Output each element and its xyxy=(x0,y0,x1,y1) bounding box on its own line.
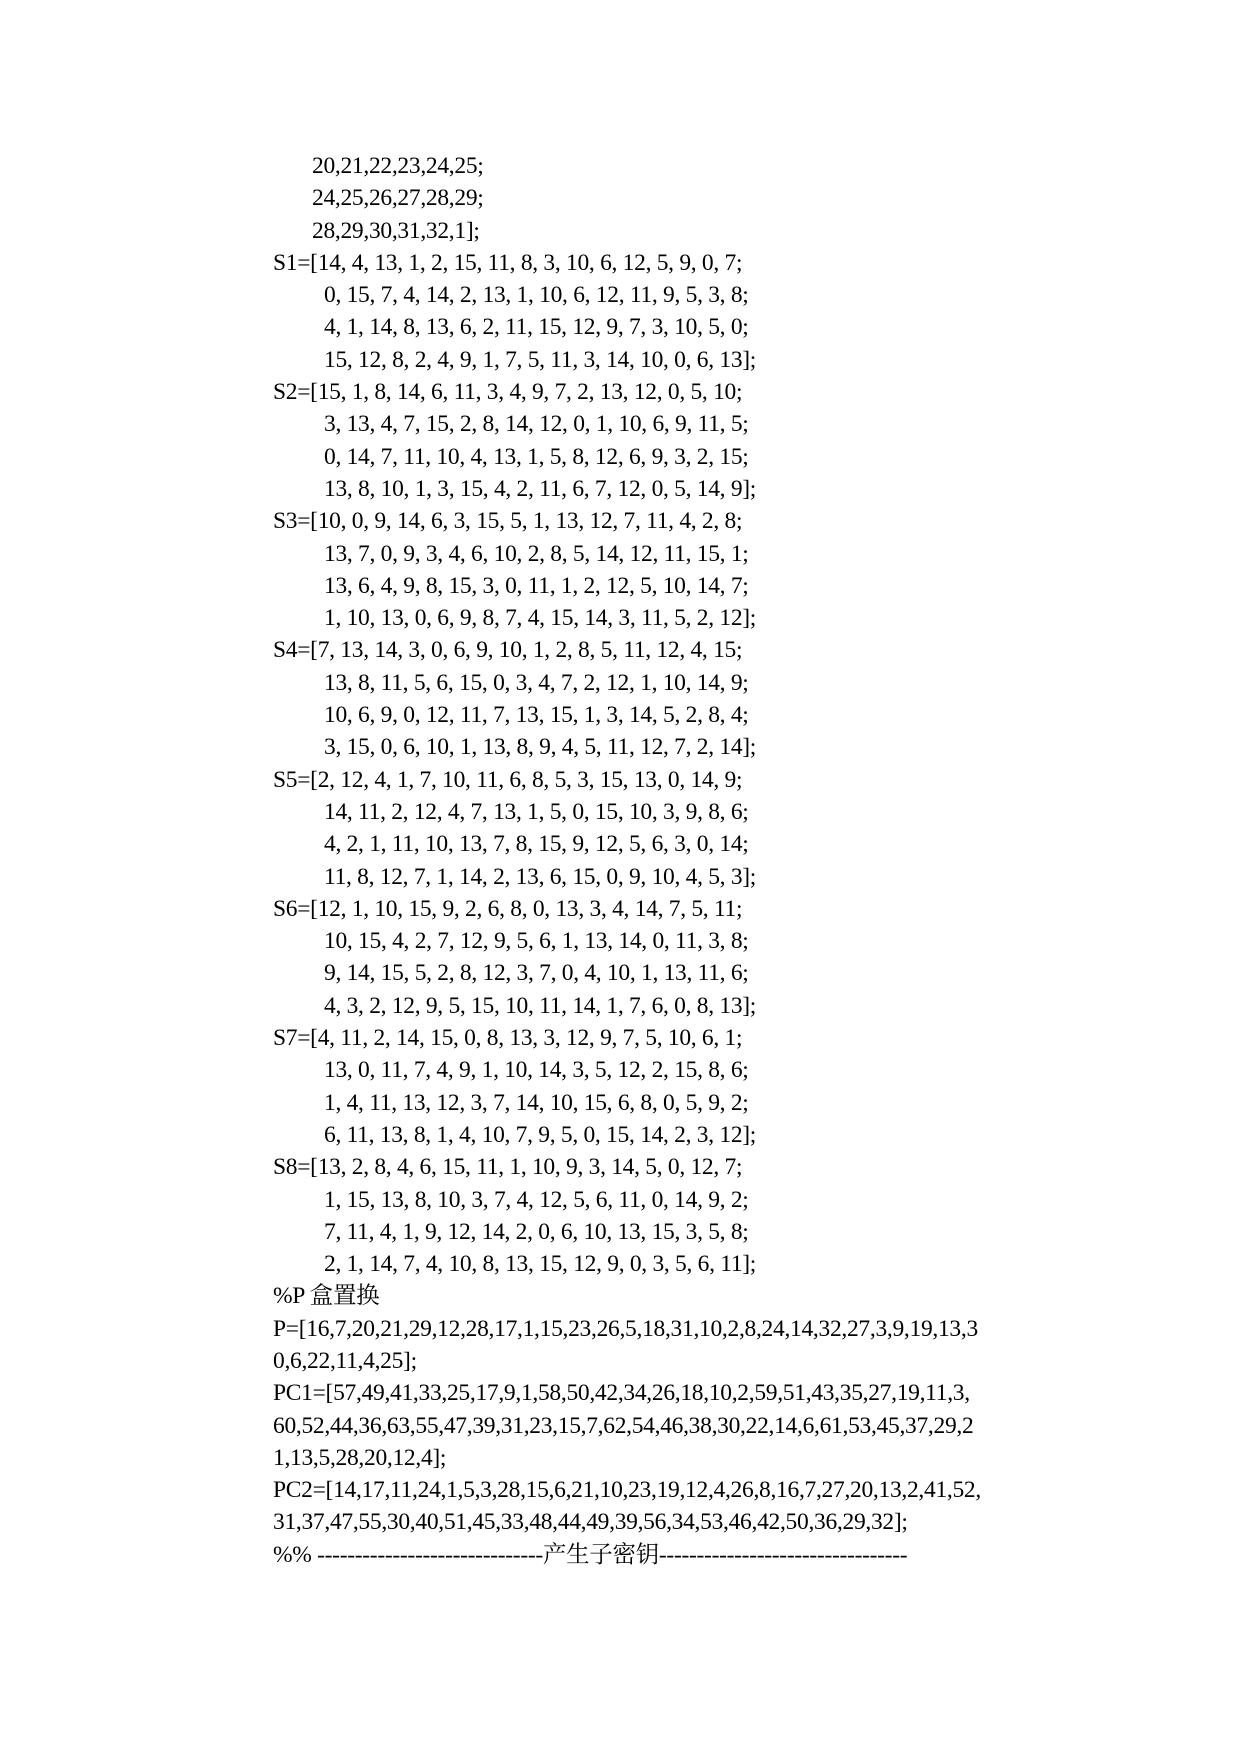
code-line: 60,52,44,36,63,55,47,39,31,23,15,7,62,54,46,38,30,22,14,6,61,53,45,37,29,2 xyxy=(273,1412,974,1439)
code-line: 4, 3, 2, 12, 9, 5, 15, 10, 11, 14, 1, 7, 6, 0, 8, 13]; xyxy=(324,992,757,1019)
code-line: 13, 8, 10, 1, 3, 15, 4, 2, 11, 6, 7, 12, 0, 5, 14, 9]; xyxy=(324,475,757,502)
code-line: 13, 8, 11, 5, 6, 15, 0, 3, 4, 7, 2, 12, 1, 10, 14, 9; xyxy=(324,669,749,696)
code-line: S3=[10, 0, 9, 14, 6, 3, 15, 5, 1, 13, 12, 7, 11, 4, 2, 8; xyxy=(273,508,743,535)
code-line: 31,37,47,55,30,40,51,45,33,48,44,49,39,56,34,53,46,42,50,36,29,32]; xyxy=(273,1509,908,1536)
code-line: 13, 0, 11, 7, 4, 9, 1, 10, 14, 3, 5, 12, 2, 15, 8, 6; xyxy=(324,1057,749,1084)
code-line: 3, 15, 0, 6, 10, 1, 13, 8, 9, 4, 5, 11, 12, 7, 2, 14]; xyxy=(324,734,757,761)
code-comment: %% ------------------------------产生子密钥--------------------------------- xyxy=(273,1541,908,1568)
code-line: 1, 10, 13, 0, 6, 9, 8, 7, 4, 15, 14, 3, 11, 5, 2, 12]; xyxy=(324,605,757,632)
code-line: S7=[4, 11, 2, 14, 15, 0, 8, 13, 3, 12, 9, 7, 5, 10, 6, 1; xyxy=(273,1025,743,1052)
code-line: S4=[7, 13, 14, 3, 0, 6, 9, 10, 1, 2, 8, 5, 11, 12, 4, 15; xyxy=(273,637,743,664)
code-line: 20,21,22,23,24,25; xyxy=(312,153,484,179)
code-line: 0, 14, 7, 11, 10, 4, 13, 1, 5, 8, 12, 6, 9, 3, 2, 15; xyxy=(324,443,749,470)
code-line: 10, 6, 9, 0, 12, 11, 7, 13, 15, 1, 3, 14, 5, 2, 8, 4; xyxy=(324,702,749,729)
code-line: PC2=[14,17,11,24,1,5,3,28,15,6,21,10,23,19,12,4,26,8,16,7,27,20,13,2,41,52, xyxy=(273,1477,981,1504)
code-line: 9, 14, 15, 5, 2, 8, 12, 3, 7, 0, 4, 10, 1, 13, 11, 6; xyxy=(324,960,749,987)
code-line: 13, 7, 0, 9, 3, 4, 6, 10, 2, 8, 5, 14, 12, 11, 15, 1; xyxy=(324,540,749,567)
code-line: 11, 8, 12, 7, 1, 14, 2, 13, 6, 15, 0, 9, 10, 4, 5, 3]; xyxy=(324,863,757,890)
code-line: 2, 1, 14, 7, 4, 10, 8, 13, 15, 12, 9, 0, 3, 5, 6, 11]; xyxy=(324,1251,757,1278)
code-line: S6=[12, 1, 10, 15, 9, 2, 6, 8, 0, 13, 3, 4, 14, 7, 5, 11; xyxy=(273,895,743,922)
code-line: 24,25,26,27,28,29; xyxy=(312,185,484,212)
code-line: P=[16,7,20,21,29,12,28,17,1,15,23,26,5,18,31,10,2,8,24,14,32,27,3,9,19,13,3 xyxy=(273,1315,978,1342)
code-line: S5=[2, 12, 4, 1, 7, 10, 11, 6, 8, 5, 3, 15, 13, 0, 14, 9; xyxy=(273,766,743,793)
code-comment: %P 盒置换 xyxy=(273,1283,380,1310)
code-line: 1, 15, 13, 8, 10, 3, 7, 4, 12, 5, 6, 11, 0, 14, 9, 2; xyxy=(324,1186,749,1213)
code-line: 0,6,22,11,4,25]; xyxy=(273,1347,417,1374)
code-line: 4, 2, 1, 11, 10, 13, 7, 8, 15, 9, 12, 5, 6, 3, 0, 14; xyxy=(324,831,749,858)
code-line: 4, 1, 14, 8, 13, 6, 2, 11, 15, 12, 9, 7, 3, 10, 5, 0; xyxy=(324,314,749,341)
code-line: PC1=[57,49,41,33,25,17,9,1,58,50,42,34,26,18,10,2,59,51,43,35,27,19,11,3, xyxy=(273,1380,970,1407)
code-line: 3, 13, 4, 7, 15, 2, 8, 14, 12, 0, 1, 10, 6, 9, 11, 5; xyxy=(324,411,749,438)
code-listing xyxy=(0,150,1241,1571)
code-line: 0, 15, 7, 4, 14, 2, 13, 1, 10, 6, 12, 11, 9, 5, 3, 8; xyxy=(324,282,749,309)
code-line: 1, 4, 11, 13, 12, 3, 7, 14, 10, 15, 6, 8, 0, 5, 9, 2; xyxy=(324,1089,749,1116)
code-line: S2=[15, 1, 8, 14, 6, 11, 3, 4, 9, 7, 2, 13, 12, 0, 5, 10; xyxy=(273,379,743,406)
code-line: 14, 11, 2, 12, 4, 7, 13, 1, 5, 0, 15, 10, 3, 9, 8, 6; xyxy=(324,798,749,825)
code-line: S1=[14, 4, 13, 1, 2, 15, 11, 8, 3, 10, 6, 12, 5, 9, 0, 7; xyxy=(273,249,743,276)
code-line: 7, 11, 4, 1, 9, 12, 14, 2, 0, 6, 10, 13, 15, 3, 5, 8; xyxy=(324,1218,749,1245)
code-line: 15, 12, 8, 2, 4, 9, 1, 7, 5, 11, 3, 14, 10, 0, 6, 13]; xyxy=(324,346,757,373)
code-line: S8=[13, 2, 8, 4, 6, 15, 11, 1, 10, 9, 3, 14, 5, 0, 12, 7; xyxy=(273,1154,743,1181)
code-line: 28,29,30,31,32,1]; xyxy=(312,217,480,244)
code-line: 13, 6, 4, 9, 8, 15, 3, 0, 11, 1, 2, 12, 5, 10, 14, 7; xyxy=(324,572,749,599)
code-line: 6, 11, 13, 8, 1, 4, 10, 7, 9, 5, 0, 15, 14, 2, 3, 12]; xyxy=(324,1121,757,1148)
code-line: 10, 15, 4, 2, 7, 12, 9, 5, 6, 1, 13, 14, 0, 11, 3, 8; xyxy=(324,928,749,955)
code-line: 1,13,5,28,20,12,4]; xyxy=(273,1444,447,1471)
